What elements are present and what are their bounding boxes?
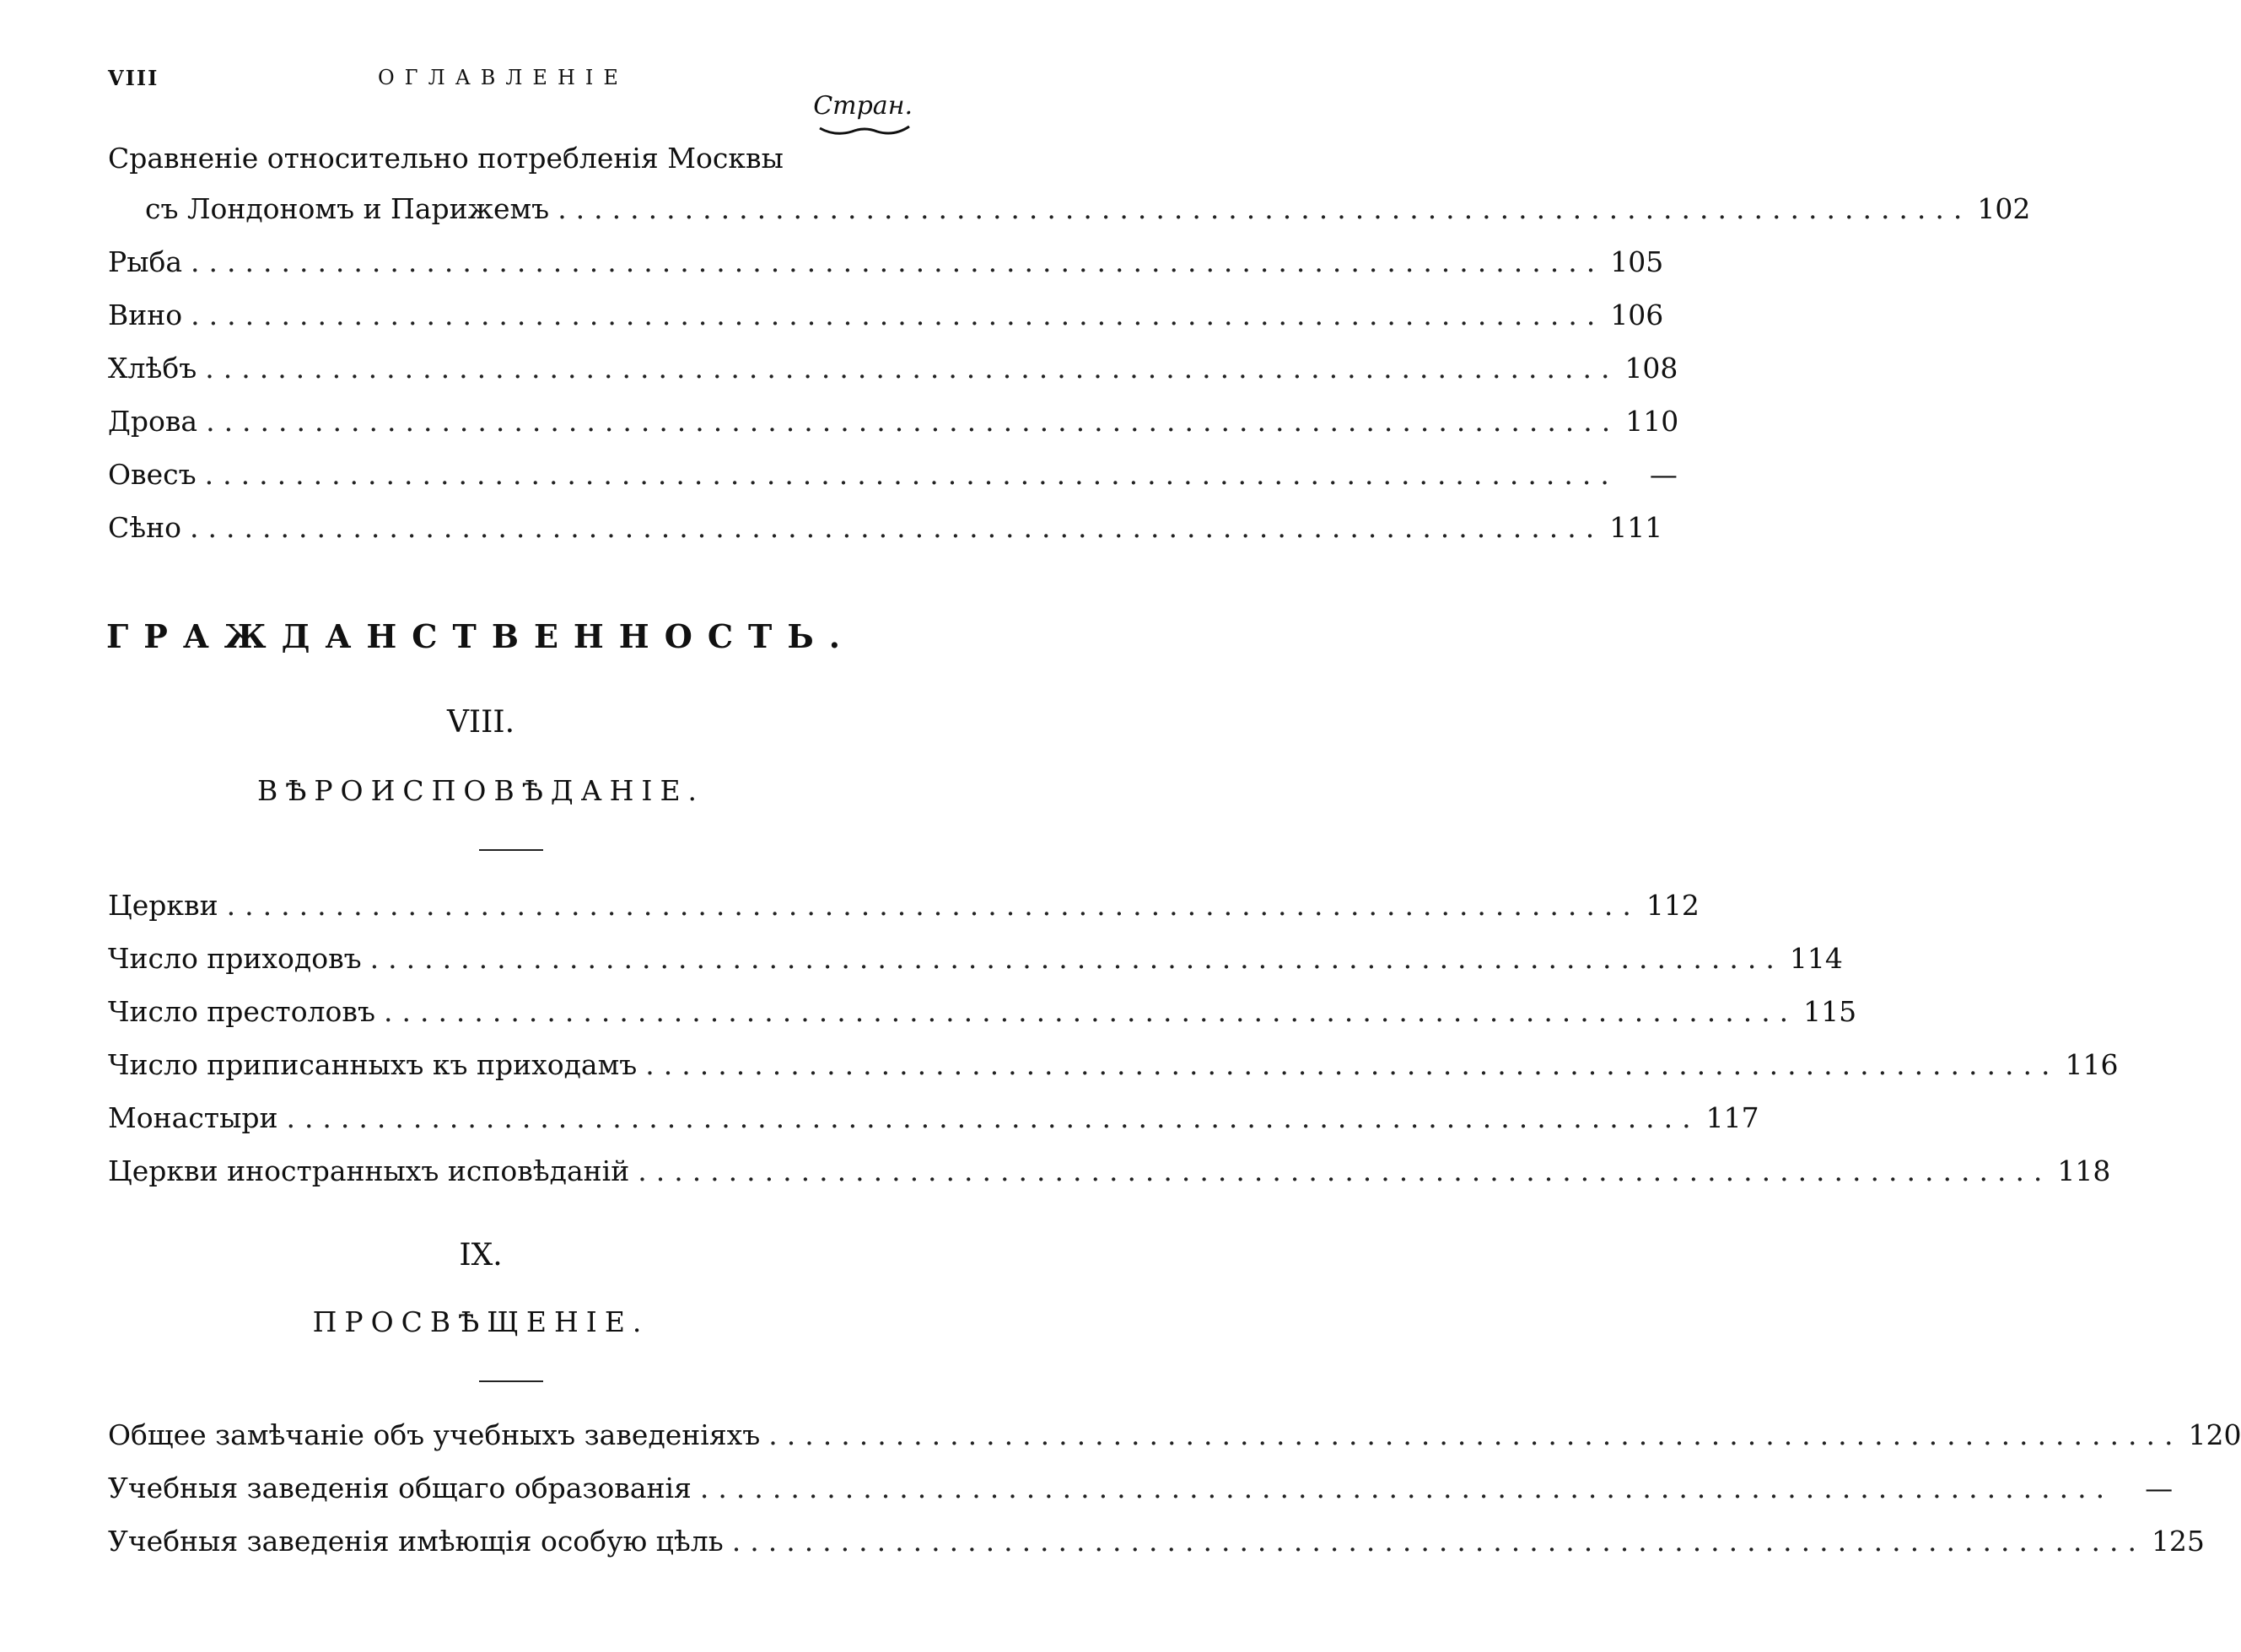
toc-entry-label: Овесъ	[108, 458, 197, 491]
folio: VIII	[108, 66, 159, 90]
toc-entry-label: Учебныя заведенія имѣющія особую цѣль	[108, 1525, 724, 1558]
toc-entry	[108, 1048, 2119, 1101]
toc-entry	[108, 1525, 2205, 1578]
toc-entry	[108, 352, 1678, 405]
section-rule	[479, 1380, 543, 1382]
toc-entry	[108, 995, 1857, 1048]
toc-entry	[108, 245, 1664, 299]
toc-entry-page: 118	[2057, 1154, 2111, 1187]
toc-entry-label: Хлѣбъ	[108, 352, 197, 385]
toc-entry-page: 120	[2188, 1418, 2241, 1451]
toc-entry-label: Учебныя заведенія общаго образованія	[108, 1472, 692, 1504]
toc-group-section-8	[108, 889, 2119, 1208]
section-number: IX.	[459, 1238, 503, 1273]
toc-entry-page: 110	[1625, 405, 1679, 438]
toc-entry-label: Число приходовъ	[108, 942, 362, 975]
toc-entry-label: Число приписанныхъ къ приходамъ	[108, 1048, 638, 1081]
dot-leader: ..............................................................................	[645, 1048, 2060, 1081]
toc-entry-label: съ Лондономъ и Парижемъ	[145, 192, 550, 225]
toc-entry-label: Общее замѣчаніе объ учебныхъ заведеніяхъ	[108, 1418, 761, 1451]
toc-entry-page: 117	[1705, 1101, 1759, 1134]
toc-entry	[108, 1472, 2174, 1525]
dot-leader: ..............................................................................	[699, 1472, 2114, 1504]
toc-entry-page: 112	[1646, 889, 1700, 922]
toc-entry-label: Монастыри	[108, 1101, 278, 1134]
toc-entry-page: 115	[1803, 995, 1857, 1028]
toc-entry-page: 102	[1977, 192, 2031, 225]
dot-leader: ..............................................................................	[768, 1418, 2183, 1451]
toc-entry	[108, 511, 1663, 564]
dot-leader: ..............................................................................	[558, 192, 1972, 225]
swash-ornament	[818, 123, 911, 138]
toc-entry	[108, 1101, 1759, 1154]
dot-leader: ..............................................................................	[638, 1154, 2052, 1187]
toc-entry	[108, 142, 914, 192]
running-head	[108, 66, 902, 100]
dot-leader: ..............................................................................	[206, 405, 1620, 438]
section-title: ПРОСВѢЩЕНІЕ.	[312, 1305, 649, 1338]
toc-entry-page: —	[1649, 458, 1678, 491]
toc-entry	[108, 1154, 2111, 1208]
section-rule	[479, 849, 543, 851]
running-title: ОГЛАВЛЕНІЕ	[378, 66, 628, 89]
dot-leader: ..............................................................................	[369, 942, 1784, 975]
toc-entry-page: —	[2145, 1472, 2174, 1504]
dot-leader: ..............................................................................	[731, 1525, 2146, 1558]
toc-entry-page: 106	[1610, 299, 1664, 331]
toc-entry-page: 105	[1610, 245, 1664, 278]
toc-entry	[108, 192, 2031, 245]
dot-leader: ..............................................................................	[190, 511, 1604, 544]
dot-leader: ..............................................................................	[383, 995, 1798, 1028]
toc-entry-page: 108	[1624, 352, 1678, 385]
toc-entry-page: 125	[2151, 1525, 2205, 1558]
toc-group-section-9	[108, 1418, 2241, 1578]
toc-entry	[108, 405, 1679, 458]
toc-entry-label: Число престоловъ	[108, 995, 375, 1028]
toc-entry-label: Церкви иностранныхъ исповѣданій	[108, 1154, 630, 1187]
toc-entry-label: Рыба	[108, 245, 183, 278]
part-title: ГРАЖДАНСТВЕННОСТЬ.	[106, 617, 855, 655]
toc-entry-label: Сравненіе относительно потребленія Москвы	[108, 142, 784, 175]
toc-entry	[108, 942, 1843, 995]
toc-entry	[108, 458, 1678, 511]
toc-entry-page: 116	[2065, 1048, 2119, 1081]
toc-entry-label: Вино	[108, 299, 183, 331]
toc-entry-label: Сѣно	[108, 511, 182, 544]
dot-leader: ..............................................................................	[205, 352, 1619, 385]
dot-leader: ..............................................................................	[204, 458, 1619, 491]
toc-entry-label: Дрова	[108, 405, 198, 438]
dot-leader: ..............................................................................	[191, 245, 1605, 278]
section-number: VIII.	[446, 705, 515, 740]
toc-entry-label: Церкви	[108, 889, 218, 922]
toc-entry	[108, 299, 1664, 352]
section-title: ВѢРОИСПОВѢДАНІЕ.	[256, 774, 705, 807]
toc-group-top	[108, 142, 2031, 564]
dot-leader: ..............................................................................	[226, 889, 1640, 922]
toc-entry-page: 114	[1789, 942, 1843, 975]
toc-entry	[108, 1418, 2241, 1472]
page-column-label: Стран.	[813, 91, 913, 121]
dot-leader: ..............................................................................	[286, 1101, 1700, 1134]
toc-entry-page: 111	[1609, 511, 1663, 544]
dot-leader: ..............................................................................	[191, 299, 1605, 331]
toc-entry	[108, 889, 1700, 942]
